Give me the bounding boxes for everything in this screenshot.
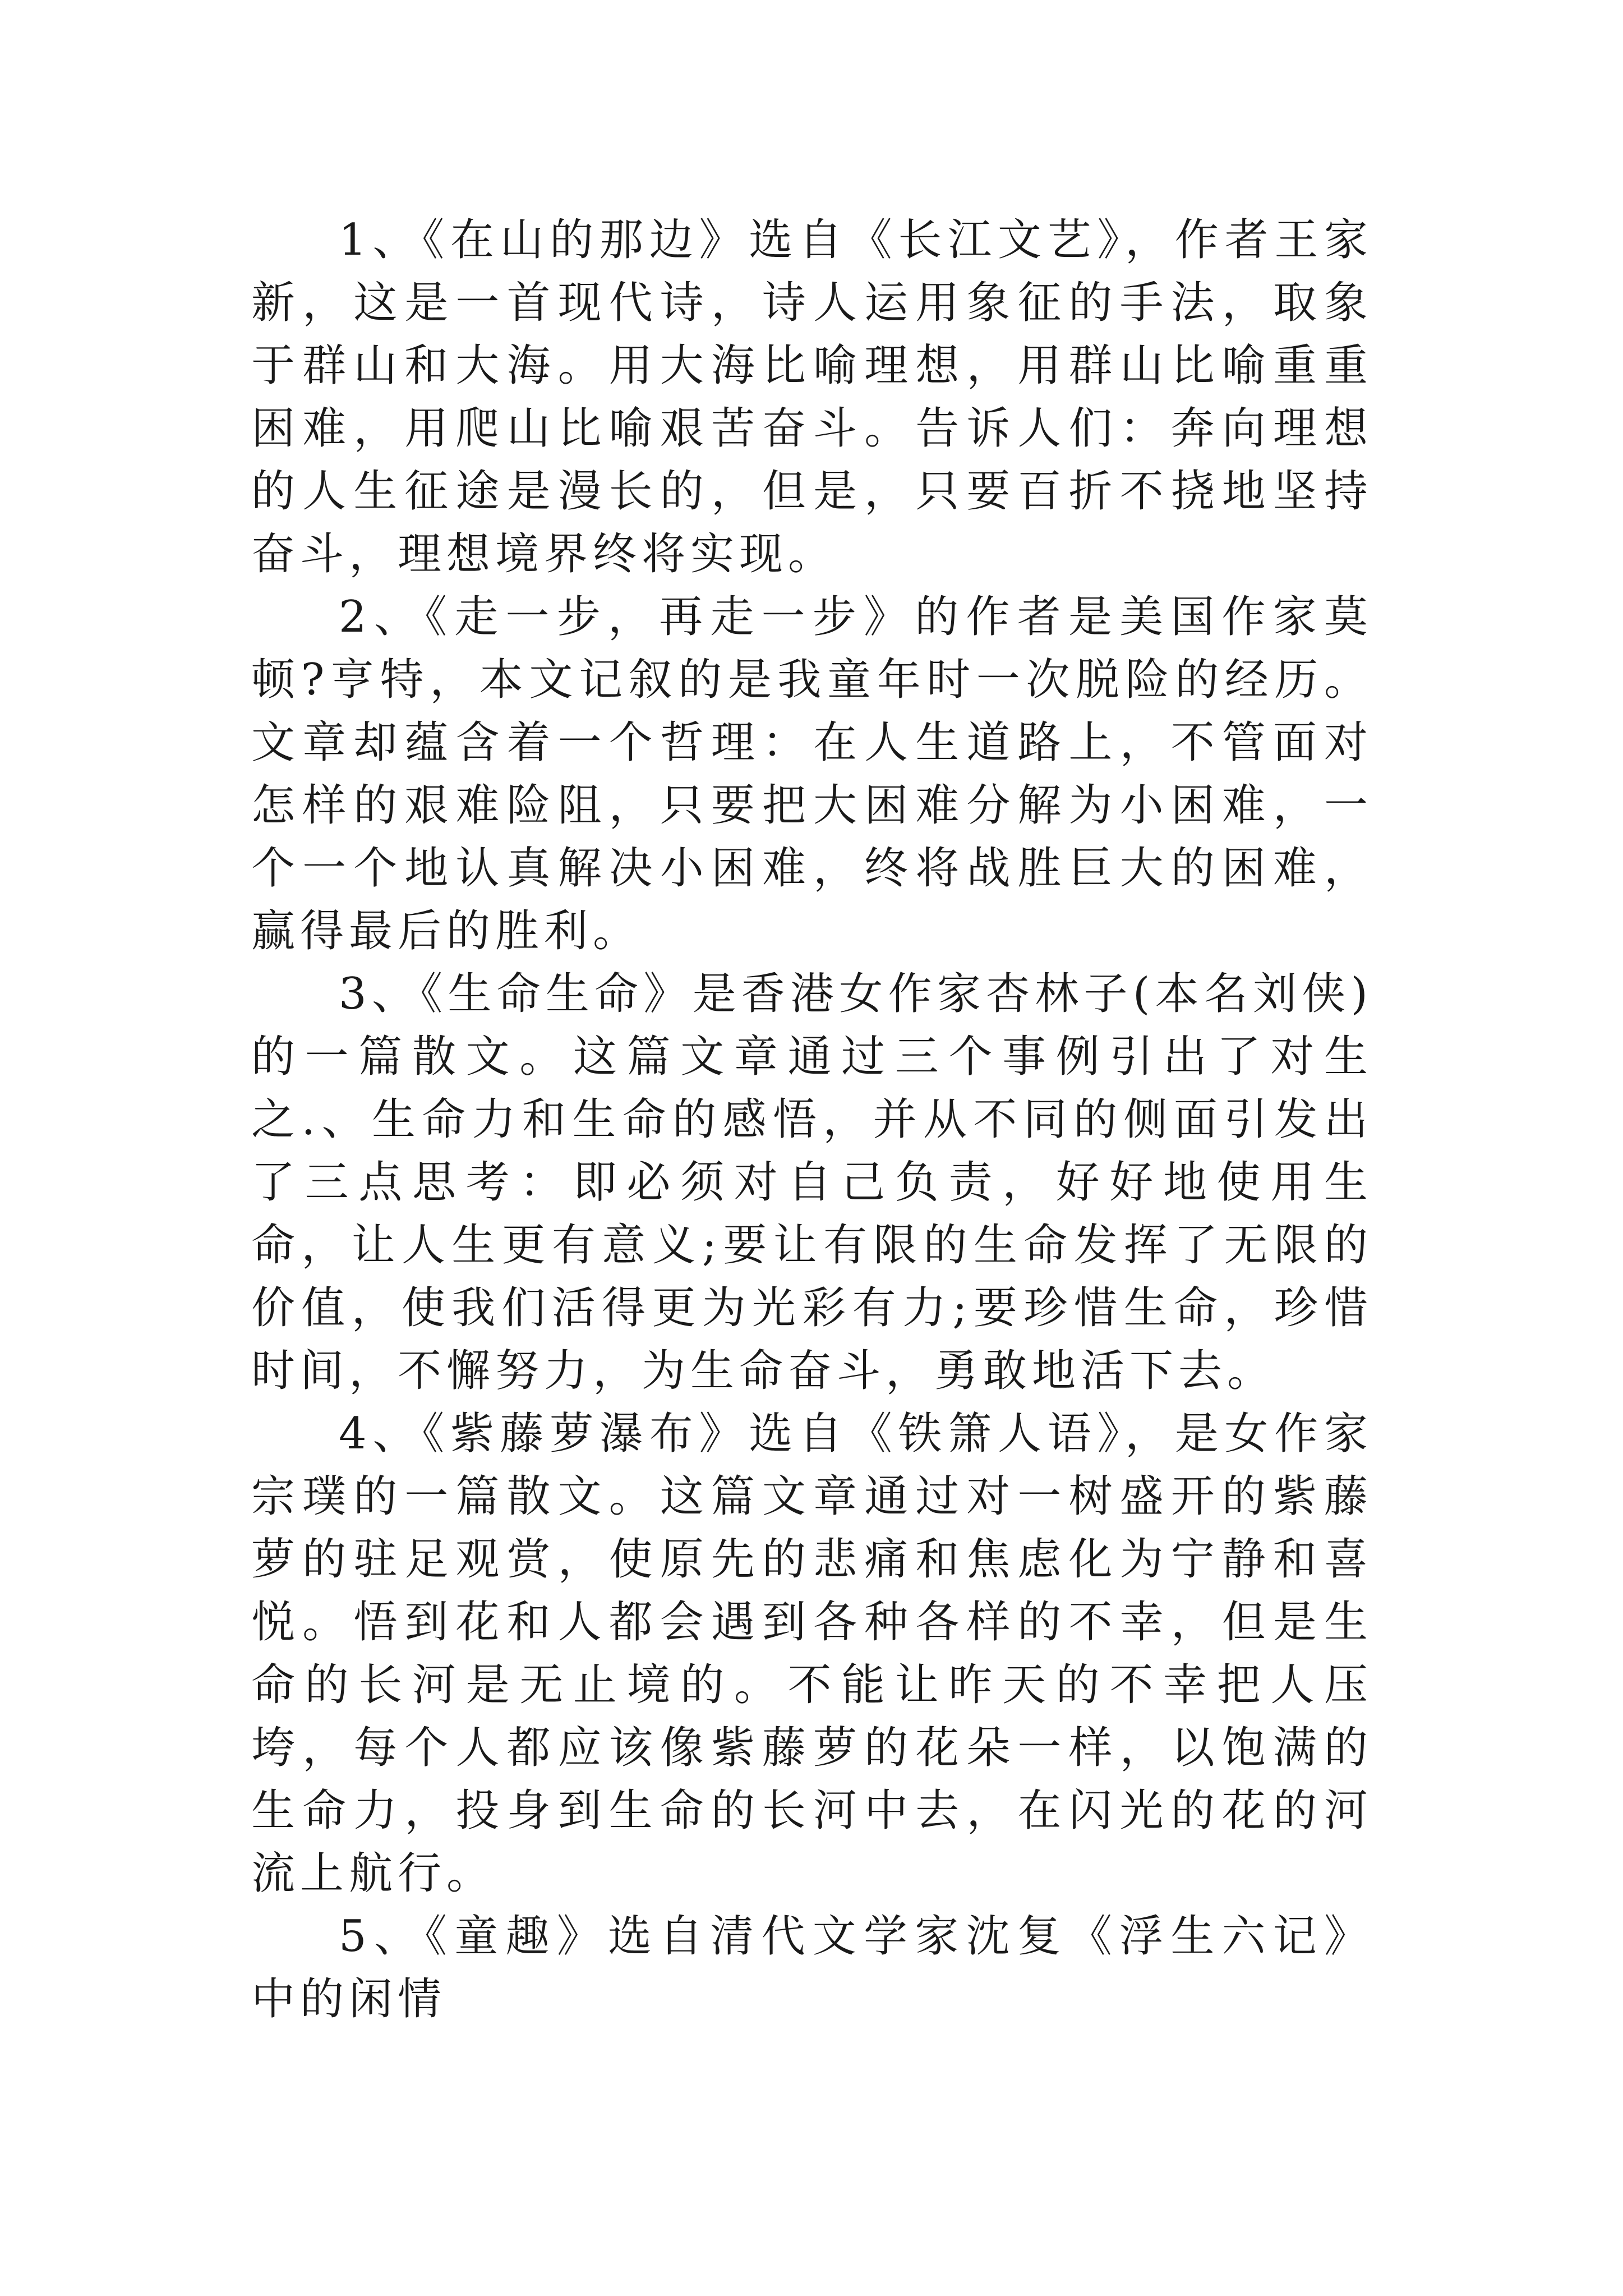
paragraph-3: 3、《生命生命》是香港女作家杏林子(本名刘侠)的一篇散文。这篇文章通过三个事例引出了对生之.、生命力和生命的感悟，并从不同的侧面引发出了三点思考：即必须对自己负责，好好地使用生命，让人生更有意义;要让有限的生命发挥了无限的价值，使我们活得更为光彩有力;要珍惜生命，珍惜时间，不懈努力，为生命奋斗，勇敢地活下去。 [251, 969, 1373, 1396]
paragraph-5: 5、《童趣》选自清代文学家沈复《浮生六记》中的闲情 [251, 1911, 1373, 2024]
paragraph-2: 2、《走一步，再走一步》的作者是美国作家莫顿?亨特，本文记叙的是我童年时一次脱险的经历。文章却蕴含着一个哲理：在人生道路上，不管面对怎样的艰难险阻，只要把大困难分解为小困难，一个一个地认真解决小困难，终将战胜巨大的困难，赢得最后的胜利。 [251, 592, 1373, 956]
paragraph-4: 4、《紫藤萝瀑布》选自《铁箫人语》，是女作家宗璞的一篇散文。这篇文章通过对一树盛开的紫藤萝的驻足观赏，使原先的悲痛和焦虑化为宁静和喜悦。悟到花和人都会遇到各种各样的不幸，但是生命的长河是无止境的。不能让昨天的不幸把人压垮，每个人都应该像紫藤萝的花朵一样，以饱满的生命力，投身到生命的长河中去，在闪光的花的河流上航行。 [251, 1409, 1373, 1899]
document-page [251, 209, 1373, 2031]
paragraph-1: 1、《在山的那边》选自《长江文艺》，作者王家新，这是一首现代诗，诗人运用象征的手法，取象于群山和大海。用大海比喻理想，用群山比喻重重困难，用爬山比喻艰苦奋斗。告诉人们：奔向理想的人生征途是漫长的，但是，只要百折不挠地坚持奋斗，理想境界终将实现。 [251, 215, 1373, 579]
